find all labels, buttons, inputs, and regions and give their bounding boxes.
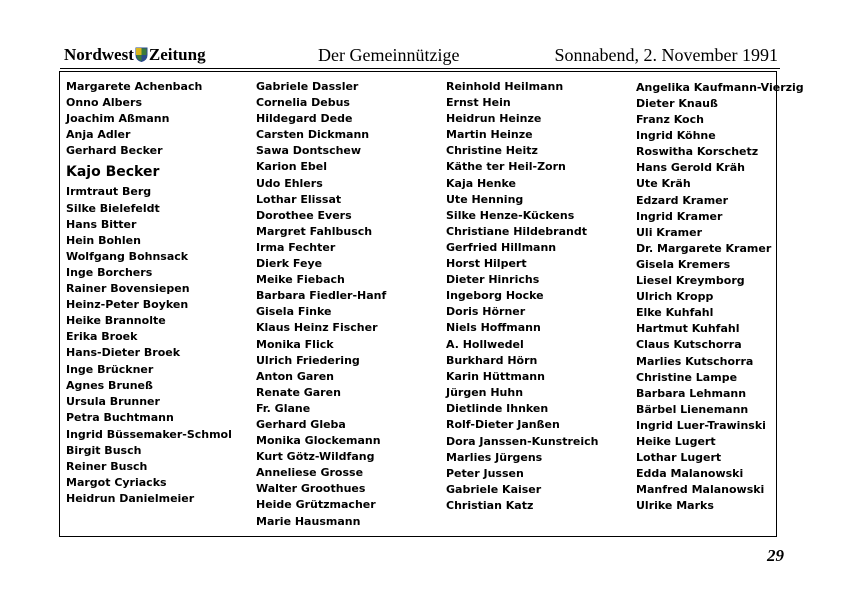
name-entry: Angelika Kaufmann-Vierzig <box>636 81 804 94</box>
name-entry: Ute Kräh <box>636 177 691 191</box>
name-entry: Barbara Fiedler-Hanf <box>256 289 387 303</box>
name-entry: Gerhard Gleba <box>256 417 346 431</box>
brand-name-left: Nordwest <box>64 45 134 64</box>
name-entry: Reinhold Heilmann <box>446 80 564 93</box>
crest-icon <box>135 47 148 62</box>
name-entry: Dieter Hinrichs <box>446 273 540 287</box>
name-entry: Ingrid Kramer <box>636 209 723 223</box>
name-entry: Hans Gerold Kräh <box>636 161 745 175</box>
name-entry: Monika Glockemann <box>256 434 381 448</box>
brand-name-right: Zeitung <box>148 45 206 64</box>
name-entry: Rainer Bovensiepen <box>66 282 190 296</box>
name-entry: Renate Garen <box>256 385 341 399</box>
name-entry: Heinz-Peter Boyken <box>66 298 189 312</box>
name-entry: Jürgen Huhn <box>446 385 524 399</box>
name-entry: Agnes Bruneß <box>66 378 153 392</box>
name-entry: Elke Kuhfahl <box>636 306 714 320</box>
name-entry: Ingrid Luer-Trawinski <box>636 418 766 432</box>
name-entry: Margret Fahlbusch <box>256 224 373 238</box>
name-entry: Kajo Becker <box>66 164 160 181</box>
name-column-4 <box>636 79 820 514</box>
name-entry: Christine Lampe <box>636 370 738 384</box>
name-entry: Marlies Kutschorra <box>636 354 754 368</box>
name-entry: Christian Katz <box>446 499 534 513</box>
name-entry: Ernst Hein <box>446 96 511 110</box>
name-entry: Gerhard Becker <box>66 144 163 158</box>
name-entry: Onno Albers <box>66 96 142 110</box>
name-entry: Sawa Dontschew <box>256 144 362 158</box>
name-entry: Gisela Kremers <box>636 257 731 271</box>
name-entry: Karin Hüttmann <box>446 369 545 383</box>
name-entry: Gabriele Kaiser <box>446 483 542 497</box>
name-entry: Burkhard Hörn <box>446 353 538 367</box>
name-column-2 <box>256 79 440 530</box>
name-entry: Irma Fechter <box>256 240 336 254</box>
name-entry: Martin Heinze <box>446 128 533 142</box>
name-entry: Fr. Glane <box>256 401 311 415</box>
name-entry: Joachim Aßmann <box>66 112 170 126</box>
name-entry: Dora Janssen-Kunstreich <box>446 435 599 449</box>
name-entry: Ursula Brunner <box>66 394 160 408</box>
name-entry: Heike Brannolte <box>66 314 166 328</box>
name-entry: Reiner Busch <box>66 459 148 473</box>
name-entry: Barbara Lehmann <box>636 386 747 400</box>
name-entry: Heidrun Heinze <box>446 112 542 126</box>
name-entry: Manfred Malanowski <box>636 483 765 497</box>
name-entry: Edda Malanowski <box>636 467 744 481</box>
name-entry: Udo Ehlers <box>256 176 323 190</box>
name-entry: Inge Brückner <box>66 362 154 376</box>
name-entry: Anja Adler <box>66 128 131 142</box>
name-entry: Anton Garen <box>256 369 334 383</box>
name-entry: Horst Hilpert <box>446 257 527 271</box>
name-column-1 <box>66 79 250 507</box>
name-entry: Margot Cyriacks <box>66 476 167 490</box>
name-entry: Cornelia Debus <box>256 96 350 110</box>
page-number: 29 <box>767 546 784 565</box>
name-entry: Carsten Dickmann <box>256 128 370 142</box>
name-entry: Roswitha Korschetz <box>636 145 759 159</box>
name-entry: Marie Hausmann <box>256 514 361 528</box>
name-entry: Anneliese Grosse <box>256 466 364 480</box>
name-entry: Christiane Hildebrandt <box>446 224 587 238</box>
name-entry: Walter Groothues <box>256 482 366 496</box>
name-entry: Hildegard Dede <box>256 112 353 126</box>
name-entry: Doris Hörner <box>446 305 526 319</box>
name-entry: Lothar Elissat <box>256 192 342 206</box>
name-entry: Hartmut Kuhfahl <box>636 322 740 336</box>
name-entry: Liesel Kreymborg <box>636 274 745 288</box>
name-entry: Birgit Busch <box>66 443 142 457</box>
name-entry: Kaja Henke <box>446 176 516 190</box>
name-entry: Dierk Feye <box>256 257 323 271</box>
name-entry: Irmtraut Berg <box>66 185 152 199</box>
name-entry: Ingeborg Hocke <box>446 289 544 303</box>
name-entry: Dieter Knauß <box>636 97 718 110</box>
name-entry: Niels Hoffmann <box>446 321 541 335</box>
name-entry: Käthe ter Heil-Zorn <box>446 160 566 174</box>
name-entry: Gerfried Hillmann <box>446 240 557 254</box>
name-entry: Heike Lugert <box>636 434 716 448</box>
name-entry: Silke Bielefeldt <box>66 201 160 215</box>
name-entry: Christine Heitz <box>446 144 538 158</box>
name-entry: Heide Grützmacher <box>256 498 376 512</box>
name-column-3 <box>446 79 630 514</box>
name-entry: Wolfgang Bohnsack <box>66 249 189 263</box>
names-box <box>59 71 804 537</box>
name-entry: A. Hollwedel <box>446 337 524 351</box>
newspaper-logo <box>64 42 206 68</box>
name-entry: Ute Henning <box>446 192 524 206</box>
name-entry: Marlies Jürgens <box>446 451 543 465</box>
name-entry: Erika Broek <box>66 330 138 344</box>
name-entry: Dietlinde Ihnken <box>446 401 549 415</box>
name-entry: Peter Jussen <box>446 467 524 481</box>
page-header <box>60 40 780 66</box>
name-entry: Gabriele Dassler <box>256 80 359 93</box>
name-entry: Gisela Finke <box>256 305 332 319</box>
name-entry: Dorothee Evers <box>256 208 352 222</box>
name-entry: Ingrid Büssemaker-Schmol <box>66 427 232 441</box>
name-entry: Meike Fiebach <box>256 273 345 287</box>
name-entry: Ulrich Friedering <box>256 353 360 367</box>
name-entry: Kurt Götz-Wildfang <box>256 450 375 464</box>
name-entry: Heidrun Danielmeier <box>66 492 195 506</box>
name-entry: Bärbel Lienemann <box>636 402 749 416</box>
issue-date: Sonnabend, 2. November 1991 <box>554 45 778 65</box>
name-entry: Hein Bohlen <box>66 233 141 247</box>
name-entry: Franz Koch <box>636 113 704 127</box>
publication-title: Der Gemeinnützige <box>318 45 460 65</box>
name-entry: Petra Buchtmann <box>66 410 174 424</box>
name-entry: Ulrich Kropp <box>636 290 714 304</box>
name-entry: Uli Kramer <box>636 225 703 239</box>
name-entry: Dr. Margarete Kramer <box>636 241 772 255</box>
name-entry: Karion Ebel <box>256 160 327 174</box>
name-entry: Hans-Dieter Broek <box>66 346 181 360</box>
name-entry: Klaus Heinz Fischer <box>256 321 378 335</box>
header-rule <box>60 68 780 69</box>
name-entry: Margarete Achenbach <box>66 80 203 93</box>
name-entry: Inge Borchers <box>66 265 153 279</box>
name-entry: Monika Flick <box>256 337 334 351</box>
name-entry: Ulrike Marks <box>636 499 714 513</box>
name-entry: Hans Bitter <box>66 217 137 231</box>
name-entry: Silke Henze-Kückens <box>446 208 575 222</box>
name-entry: Ingrid Köhne <box>636 129 716 143</box>
name-entry: Claus Kutschorra <box>636 338 742 352</box>
name-entry: Rolf-Dieter Janßen <box>446 417 560 431</box>
name-entry: Lothar Lugert <box>636 451 722 465</box>
name-entry: Edzard Kramer <box>636 193 729 207</box>
